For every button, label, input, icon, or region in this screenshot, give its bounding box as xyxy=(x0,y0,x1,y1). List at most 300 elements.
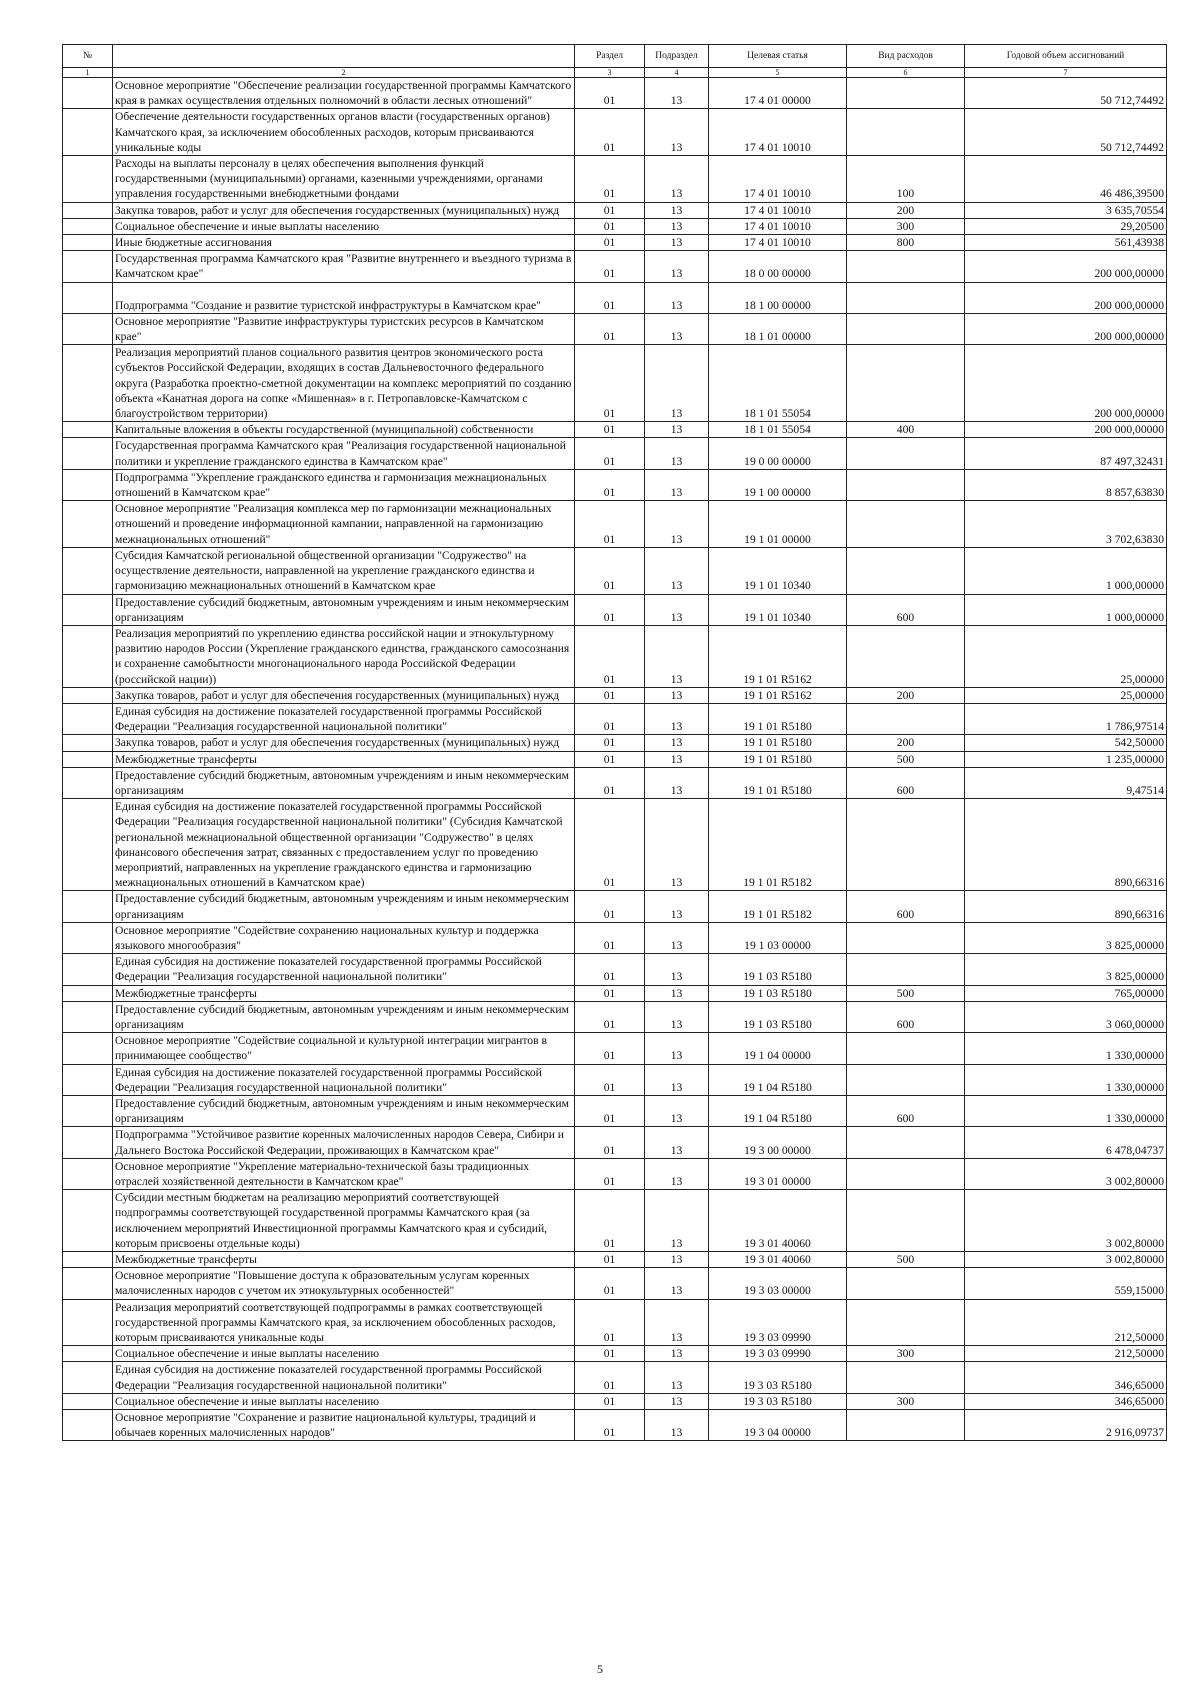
row-name-cell: Предоставление субсидий бюджетным, автономным учреждениям и иным некоммерческим организациям xyxy=(113,891,575,922)
row-name-cell: Реализация мероприятий планов социального развития центров экономического роста субъектов Российской Федерации, входящих в состав Дальневосточного федерального округа (Разработка проектно-сметной документации на комплекс мероприятий по созданию объекта «Канатная дорога на сопке «Мишенная» в г. Петропавловске-Камчатском с благоустройством территории) xyxy=(113,345,575,422)
row-target-article-cell: 19 1 01 R5180 xyxy=(709,735,847,751)
row-name-cell: Государственная программа Камчатского края "Развитие внутреннего и въездного туризма в Камчатском крае" xyxy=(113,251,575,282)
row-podrazdel-cell: 13 xyxy=(645,501,709,548)
table-body xyxy=(63,78,1167,1441)
row-target-article-cell: 18 1 01 00000 xyxy=(709,313,847,344)
row-amount-cell: 200 000,00000 xyxy=(965,313,1167,344)
row-razdel-cell: 01 xyxy=(575,235,645,251)
row-target-article-cell: 17 4 01 10010 xyxy=(709,202,847,218)
table-row xyxy=(63,1393,1167,1409)
row-number-cell xyxy=(63,1410,113,1441)
row-number-cell xyxy=(63,891,113,922)
row-number-cell xyxy=(63,438,113,469)
row-expense-type-cell xyxy=(847,547,965,594)
row-amount-cell: 25,00000 xyxy=(965,625,1167,687)
row-number-cell xyxy=(63,313,113,344)
header-index: 7 xyxy=(965,68,1167,78)
header-name xyxy=(113,45,575,68)
row-target-article-cell: 19 1 01 R5180 xyxy=(709,751,847,767)
table-row xyxy=(63,703,1167,734)
row-razdel-cell: 01 xyxy=(575,345,645,422)
row-expense-type-cell: 500 xyxy=(847,985,965,1001)
row-podrazdel-cell: 13 xyxy=(645,235,709,251)
row-expense-type-cell xyxy=(847,799,965,891)
table-row xyxy=(63,1268,1167,1299)
row-name-cell: Субсидии местным бюджетам на реализацию мероприятий соответствующей подпрограммы соответствующей государственной программы Камчатского края (за исключением мероприятий Инвестиционной программы Камчатского края и субсидий, которым присвоены отдельные коды) xyxy=(113,1190,575,1252)
row-number-cell xyxy=(63,922,113,953)
table-row xyxy=(63,282,1167,313)
row-target-article-cell: 19 1 04 00000 xyxy=(709,1033,847,1064)
row-name-cell: Капитальные вложения в объекты государственной (муниципальной) собственности xyxy=(113,422,575,438)
table-row xyxy=(63,313,1167,344)
row-razdel-cell: 01 xyxy=(575,687,645,703)
row-razdel-cell: 01 xyxy=(575,469,645,500)
row-number-cell xyxy=(63,1252,113,1268)
row-amount-cell: 3 635,70554 xyxy=(965,202,1167,218)
header-target-article: Целевая статья xyxy=(709,45,847,68)
table-row xyxy=(63,985,1167,1001)
header-expense-type: Вид расходов xyxy=(847,45,965,68)
row-name-cell: Социальное обеспечение и иные выплаты населению xyxy=(113,218,575,234)
row-razdel-cell: 01 xyxy=(575,218,645,234)
table-row xyxy=(63,202,1167,218)
row-podrazdel-cell: 13 xyxy=(645,202,709,218)
row-expense-type-cell xyxy=(847,625,965,687)
row-target-article-cell: 19 1 04 R5180 xyxy=(709,1096,847,1127)
row-expense-type-cell xyxy=(847,1127,965,1158)
row-name-cell: Подпрограмма "Укрепление гражданского единства и гармонизация межнациональных отношений в Камчатском крае" xyxy=(113,469,575,500)
row-razdel-cell: 01 xyxy=(575,922,645,953)
row-amount-cell: 1 000,00000 xyxy=(965,594,1167,625)
row-target-article-cell: 19 1 01 00000 xyxy=(709,501,847,548)
row-name-cell: Подпрограмма "Устойчивое развитие коренных малочисленных народов Севера, Сибири и Дальнего Востока Российской Федерации, проживающих в Камчатском крае" xyxy=(113,1127,575,1158)
row-podrazdel-cell: 13 xyxy=(645,1158,709,1189)
table-header xyxy=(63,45,1167,78)
row-amount-cell: 25,00000 xyxy=(965,687,1167,703)
table-row xyxy=(63,1158,1167,1189)
row-target-article-cell: 19 1 01 R5180 xyxy=(709,703,847,734)
row-podrazdel-cell: 13 xyxy=(645,313,709,344)
row-name-cell: Иные бюджетные ассигнования xyxy=(113,235,575,251)
row-razdel-cell: 01 xyxy=(575,422,645,438)
row-podrazdel-cell: 13 xyxy=(645,1346,709,1362)
table-row xyxy=(63,799,1167,891)
row-podrazdel-cell: 13 xyxy=(645,751,709,767)
row-amount-cell: 6 478,04737 xyxy=(965,1127,1167,1158)
row-amount-cell: 1 330,00000 xyxy=(965,1064,1167,1095)
row-podrazdel-cell: 13 xyxy=(645,1410,709,1441)
row-number-cell xyxy=(63,1346,113,1362)
row-amount-cell: 1 330,00000 xyxy=(965,1096,1167,1127)
table-row xyxy=(63,751,1167,767)
row-podrazdel-cell: 13 xyxy=(645,422,709,438)
table-row xyxy=(63,438,1167,469)
row-expense-type-cell xyxy=(847,1299,965,1346)
row-name-cell: Предоставление субсидий бюджетным, автономным учреждениям и иным некоммерческим организациям xyxy=(113,594,575,625)
row-razdel-cell: 01 xyxy=(575,985,645,1001)
row-expense-type-cell: 500 xyxy=(847,751,965,767)
row-target-article-cell: 19 1 01 10340 xyxy=(709,594,847,625)
row-target-article-cell: 19 1 01 R5162 xyxy=(709,625,847,687)
row-target-article-cell: 17 4 01 00000 xyxy=(709,78,847,109)
row-name-cell: Основное мероприятие "Повышение доступа к образовательным услугам коренных малочисленных народов с учетом их этнокультурных особенностей" xyxy=(113,1268,575,1299)
row-amount-cell: 212,50000 xyxy=(965,1299,1167,1346)
row-name-cell: Предоставление субсидий бюджетным, автономным учреждениям и иным некоммерческим организациям xyxy=(113,1096,575,1127)
row-razdel-cell: 01 xyxy=(575,594,645,625)
row-expense-type-cell xyxy=(847,282,965,313)
row-amount-cell: 765,00000 xyxy=(965,985,1167,1001)
table-row xyxy=(63,235,1167,251)
row-target-article-cell: 19 1 01 10340 xyxy=(709,547,847,594)
row-amount-cell: 3 002,80000 xyxy=(965,1190,1167,1252)
row-name-cell: Реализация мероприятий по укреплению единства российской нации и этнокультурному развитию народов России (Укрепление гражданского единства, гражданского самосознания и сохранение самобытности многонационального народа Российской Федерации (российской нации)) xyxy=(113,625,575,687)
table-row xyxy=(63,625,1167,687)
row-target-article-cell: 19 0 00 00000 xyxy=(709,438,847,469)
row-razdel-cell: 01 xyxy=(575,78,645,109)
header-index: 5 xyxy=(709,68,847,78)
row-target-article-cell: 18 0 00 00000 xyxy=(709,251,847,282)
table-row xyxy=(63,735,1167,751)
row-expense-type-cell xyxy=(847,1268,965,1299)
row-expense-type-cell: 300 xyxy=(847,1393,965,1409)
row-podrazdel-cell: 13 xyxy=(645,891,709,922)
row-expense-type-cell xyxy=(847,109,965,156)
row-expense-type-cell xyxy=(847,1158,965,1189)
row-razdel-cell: 01 xyxy=(575,1158,645,1189)
header-index: 2 xyxy=(113,68,575,78)
row-razdel-cell: 01 xyxy=(575,767,645,798)
row-amount-cell: 8 857,63830 xyxy=(965,469,1167,500)
row-amount-cell: 46 486,39500 xyxy=(965,156,1167,203)
row-podrazdel-cell: 13 xyxy=(645,1252,709,1268)
table-row xyxy=(63,469,1167,500)
row-number-cell xyxy=(63,251,113,282)
row-expense-type-cell xyxy=(847,954,965,985)
row-razdel-cell: 01 xyxy=(575,282,645,313)
row-razdel-cell: 01 xyxy=(575,202,645,218)
row-name-cell: Межбюджетные трансферты xyxy=(113,751,575,767)
row-name-cell: Основное мероприятие "Содействие социальной и культурной интеграции мигрантов в принимающее сообщество" xyxy=(113,1033,575,1064)
row-expense-type-cell: 600 xyxy=(847,767,965,798)
row-amount-cell: 542,50000 xyxy=(965,735,1167,751)
header-annual-amount: Годовой объем ассигнований xyxy=(965,45,1167,68)
row-podrazdel-cell: 13 xyxy=(645,703,709,734)
row-amount-cell: 1 330,00000 xyxy=(965,1033,1167,1064)
row-podrazdel-cell: 13 xyxy=(645,1190,709,1252)
row-target-article-cell: 19 1 03 R5180 xyxy=(709,1001,847,1032)
row-name-cell: Межбюджетные трансферты xyxy=(113,1252,575,1268)
row-number-cell xyxy=(63,202,113,218)
row-amount-cell: 87 497,32431 xyxy=(965,438,1167,469)
row-podrazdel-cell: 13 xyxy=(645,282,709,313)
row-expense-type-cell xyxy=(847,1033,965,1064)
row-podrazdel-cell: 13 xyxy=(645,1127,709,1158)
row-razdel-cell: 01 xyxy=(575,251,645,282)
row-razdel-cell: 01 xyxy=(575,1299,645,1346)
row-target-article-cell: 19 1 04 R5180 xyxy=(709,1064,847,1095)
table-row xyxy=(63,594,1167,625)
row-razdel-cell: 01 xyxy=(575,954,645,985)
row-name-cell: Закупка товаров, работ и услуг для обеспечения государственных (муниципальных) нужд xyxy=(113,735,575,751)
row-target-article-cell: 19 3 03 R5180 xyxy=(709,1393,847,1409)
row-amount-cell: 561,43938 xyxy=(965,235,1167,251)
header-index: 1 xyxy=(63,68,113,78)
table-row xyxy=(63,156,1167,203)
row-razdel-cell: 01 xyxy=(575,1033,645,1064)
row-amount-cell: 890,66316 xyxy=(965,799,1167,891)
row-amount-cell: 3 002,80000 xyxy=(965,1158,1167,1189)
row-target-article-cell: 19 1 01 R5180 xyxy=(709,767,847,798)
row-podrazdel-cell: 13 xyxy=(645,687,709,703)
row-number-cell xyxy=(63,547,113,594)
row-podrazdel-cell: 13 xyxy=(645,1033,709,1064)
row-amount-cell: 3 825,00000 xyxy=(965,954,1167,985)
row-number-cell xyxy=(63,109,113,156)
row-expense-type-cell: 200 xyxy=(847,687,965,703)
header-razdel: Раздел xyxy=(575,45,645,68)
row-number-cell xyxy=(63,735,113,751)
table-row xyxy=(63,1001,1167,1032)
row-podrazdel-cell: 13 xyxy=(645,799,709,891)
row-podrazdel-cell: 13 xyxy=(645,78,709,109)
row-number-cell xyxy=(63,985,113,1001)
row-target-article-cell: 18 1 01 55054 xyxy=(709,422,847,438)
table-row xyxy=(63,891,1167,922)
row-name-cell: Основное мероприятие "Укрепление материально-технической базы традиционных отраслей хозяйственной деятельности в Камчатском крае" xyxy=(113,1158,575,1189)
row-expense-type-cell xyxy=(847,313,965,344)
row-target-article-cell: 19 1 01 R5182 xyxy=(709,799,847,891)
row-podrazdel-cell: 13 xyxy=(645,625,709,687)
row-number-cell xyxy=(63,78,113,109)
row-amount-cell: 346,65000 xyxy=(965,1362,1167,1393)
row-amount-cell: 212,50000 xyxy=(965,1346,1167,1362)
row-expense-type-cell xyxy=(847,1362,965,1393)
row-expense-type-cell xyxy=(847,501,965,548)
row-number-cell xyxy=(63,1268,113,1299)
table-row xyxy=(63,501,1167,548)
row-razdel-cell: 01 xyxy=(575,1252,645,1268)
row-expense-type-cell: 600 xyxy=(847,891,965,922)
row-number-cell xyxy=(63,1362,113,1393)
row-target-article-cell: 19 1 01 R5182 xyxy=(709,891,847,922)
row-number-cell xyxy=(63,799,113,891)
row-razdel-cell: 01 xyxy=(575,1410,645,1441)
header-number: № xyxy=(63,45,113,68)
row-expense-type-cell: 600 xyxy=(847,594,965,625)
row-amount-cell: 890,66316 xyxy=(965,891,1167,922)
row-razdel-cell: 01 xyxy=(575,1362,645,1393)
row-number-cell xyxy=(63,1033,113,1064)
row-name-cell: Предоставление субсидий бюджетным, автономным учреждениям и иным некоммерческим организациям xyxy=(113,767,575,798)
row-podrazdel-cell: 13 xyxy=(645,251,709,282)
row-podrazdel-cell: 13 xyxy=(645,767,709,798)
row-number-cell xyxy=(63,767,113,798)
row-amount-cell: 3 002,80000 xyxy=(965,1252,1167,1268)
row-razdel-cell: 01 xyxy=(575,1001,645,1032)
row-number-cell xyxy=(63,1299,113,1346)
row-number-cell xyxy=(63,345,113,422)
row-razdel-cell: 01 xyxy=(575,751,645,767)
table-row xyxy=(63,251,1167,282)
row-number-cell xyxy=(63,1064,113,1095)
header-index: 6 xyxy=(847,68,965,78)
row-podrazdel-cell: 13 xyxy=(645,156,709,203)
row-expense-type-cell: 300 xyxy=(847,218,965,234)
table-row xyxy=(63,1252,1167,1268)
table-row xyxy=(63,109,1167,156)
row-amount-cell: 1 000,00000 xyxy=(965,547,1167,594)
row-razdel-cell: 01 xyxy=(575,703,645,734)
row-number-cell xyxy=(63,954,113,985)
row-target-article-cell: 19 3 03 09990 xyxy=(709,1299,847,1346)
row-razdel-cell: 01 xyxy=(575,799,645,891)
row-expense-type-cell xyxy=(847,251,965,282)
row-name-cell: Закупка товаров, работ и услуг для обеспечения государственных (муниципальных) нужд xyxy=(113,202,575,218)
row-expense-type-cell xyxy=(847,703,965,734)
row-number-cell xyxy=(63,1096,113,1127)
row-expense-type-cell: 800 xyxy=(847,235,965,251)
row-number-cell xyxy=(63,1190,113,1252)
row-razdel-cell: 01 xyxy=(575,1127,645,1158)
row-name-cell: Основное мероприятие "Реализация комплекса мер по гармонизации межнациональных отношений и проведение информационной кампании, направленной на гармонизацию межнациональных отношений" xyxy=(113,501,575,548)
row-podrazdel-cell: 13 xyxy=(645,1393,709,1409)
row-number-cell xyxy=(63,501,113,548)
row-target-article-cell: 18 1 00 00000 xyxy=(709,282,847,313)
row-podrazdel-cell: 13 xyxy=(645,594,709,625)
row-amount-cell: 50 712,74492 xyxy=(965,109,1167,156)
row-target-article-cell: 19 1 00 00000 xyxy=(709,469,847,500)
table-row xyxy=(63,345,1167,422)
row-target-article-cell: 19 3 01 00000 xyxy=(709,1158,847,1189)
row-amount-cell: 3 702,63830 xyxy=(965,501,1167,548)
row-target-article-cell: 17 4 01 10010 xyxy=(709,235,847,251)
table-row xyxy=(63,687,1167,703)
budget-table-container xyxy=(62,44,1166,1441)
row-target-article-cell: 19 1 01 R5162 xyxy=(709,687,847,703)
row-razdel-cell: 01 xyxy=(575,547,645,594)
row-name-cell: Расходы на выплаты персоналу в целях обеспечения выполнения функций государственными (муниципальными) органами, казенными учреждениями, органами управления государственными внебюджетными фондами xyxy=(113,156,575,203)
row-number-cell xyxy=(63,1001,113,1032)
row-number-cell xyxy=(63,218,113,234)
row-name-cell: Обеспечение деятельности государственных органов власти (государственных органов) Камчатского края, за исключением обособленных расходов, которым присваиваются уникальные коды xyxy=(113,109,575,156)
table-row xyxy=(63,1033,1167,1064)
row-amount-cell: 3 825,00000 xyxy=(965,922,1167,953)
row-number-cell xyxy=(63,1127,113,1158)
row-name-cell: Единая субсидия на достижение показателей государственной программы Российской Федерации "Реализация государственной национальной политики" xyxy=(113,1362,575,1393)
row-razdel-cell: 01 xyxy=(575,1096,645,1127)
header-index: 3 xyxy=(575,68,645,78)
row-amount-cell: 559,15000 xyxy=(965,1268,1167,1299)
row-expense-type-cell: 100 xyxy=(847,156,965,203)
row-razdel-cell: 01 xyxy=(575,1190,645,1252)
row-target-article-cell: 19 3 01 40060 xyxy=(709,1252,847,1268)
row-expense-type-cell: 300 xyxy=(847,1346,965,1362)
row-target-article-cell: 19 3 00 00000 xyxy=(709,1127,847,1158)
row-name-cell: Подпрограмма "Создание и развитие туристской инфраструктуры в Камчатском крае" xyxy=(113,282,575,313)
row-number-cell xyxy=(63,156,113,203)
row-name-cell: Закупка товаров, работ и услуг для обеспечения государственных (муниципальных) нужд xyxy=(113,687,575,703)
row-amount-cell: 2 916,09737 xyxy=(965,1410,1167,1441)
row-name-cell: Межбюджетные трансферты xyxy=(113,985,575,1001)
row-amount-cell: 200 000,00000 xyxy=(965,251,1167,282)
row-number-cell xyxy=(63,1393,113,1409)
row-name-cell: Основное мероприятие "Обеспечение реализации государственной программы Камчатского края в рамках осуществления отдельных полномочий в области лесных отношений" xyxy=(113,78,575,109)
row-name-cell: Единая субсидия на достижение показателей государственной программы Российской Федерации "Реализация государственной национальной политики" xyxy=(113,954,575,985)
row-podrazdel-cell: 13 xyxy=(645,954,709,985)
row-target-article-cell: 17 4 01 10010 xyxy=(709,156,847,203)
row-podrazdel-cell: 13 xyxy=(645,345,709,422)
table-row xyxy=(63,1096,1167,1127)
row-amount-cell: 3 060,00000 xyxy=(965,1001,1167,1032)
row-number-cell xyxy=(63,1158,113,1189)
row-expense-type-cell xyxy=(847,78,965,109)
row-razdel-cell: 01 xyxy=(575,625,645,687)
table-row xyxy=(63,1190,1167,1252)
row-name-cell: Единая субсидия на достижение показателей государственной программы Российской Федерации "Реализация государственной национальной политики" xyxy=(113,703,575,734)
row-podrazdel-cell: 13 xyxy=(645,1268,709,1299)
row-razdel-cell: 01 xyxy=(575,501,645,548)
row-podrazdel-cell: 13 xyxy=(645,1096,709,1127)
row-target-article-cell: 19 3 04 00000 xyxy=(709,1410,847,1441)
row-name-cell: Основное мероприятие "Развитие инфраструктуры туристских ресурсов в Камчатском крае" xyxy=(113,313,575,344)
row-podrazdel-cell: 13 xyxy=(645,922,709,953)
row-expense-type-cell: 200 xyxy=(847,735,965,751)
row-amount-cell: 50 712,74492 xyxy=(965,78,1167,109)
row-expense-type-cell: 600 xyxy=(847,1096,965,1127)
row-number-cell xyxy=(63,235,113,251)
row-razdel-cell: 01 xyxy=(575,891,645,922)
table-row xyxy=(63,1299,1167,1346)
row-target-article-cell: 19 3 01 40060 xyxy=(709,1190,847,1252)
row-razdel-cell: 01 xyxy=(575,313,645,344)
row-target-article-cell: 19 3 03 R5180 xyxy=(709,1362,847,1393)
row-number-cell xyxy=(63,594,113,625)
table-row xyxy=(63,767,1167,798)
page-number: 5 xyxy=(597,1662,603,1676)
row-expense-type-cell xyxy=(847,469,965,500)
table-row xyxy=(63,547,1167,594)
row-podrazdel-cell: 13 xyxy=(645,547,709,594)
row-razdel-cell: 01 xyxy=(575,109,645,156)
row-amount-cell: 9,47514 xyxy=(965,767,1167,798)
row-expense-type-cell: 200 xyxy=(847,202,965,218)
row-name-cell: Предоставление субсидий бюджетным, автономным учреждениям и иным некоммерческим организациям xyxy=(113,1001,575,1032)
row-name-cell: Единая субсидия на достижение показателей государственной программы Российской Федерации "Реализация государственной национальной политики" xyxy=(113,1064,575,1095)
row-expense-type-cell xyxy=(847,922,965,953)
row-razdel-cell: 01 xyxy=(575,735,645,751)
row-name-cell: Социальное обеспечение и иные выплаты населению xyxy=(113,1346,575,1362)
row-amount-cell: 200 000,00000 xyxy=(965,282,1167,313)
row-podrazdel-cell: 13 xyxy=(645,1362,709,1393)
row-podrazdel-cell: 13 xyxy=(645,1001,709,1032)
header-podrazdel: Подраздел xyxy=(645,45,709,68)
table-row xyxy=(63,218,1167,234)
budget-table xyxy=(62,44,1167,1441)
row-target-article-cell: 18 1 01 55054 xyxy=(709,345,847,422)
row-expense-type-cell xyxy=(847,345,965,422)
table-row xyxy=(63,1064,1167,1095)
row-expense-type-cell xyxy=(847,1190,965,1252)
row-razdel-cell: 01 xyxy=(575,1268,645,1299)
table-row xyxy=(63,1410,1167,1441)
table-row xyxy=(63,1362,1167,1393)
row-amount-cell: 1 786,97514 xyxy=(965,703,1167,734)
row-amount-cell: 1 235,00000 xyxy=(965,751,1167,767)
row-number-cell xyxy=(63,751,113,767)
row-expense-type-cell xyxy=(847,1064,965,1095)
row-number-cell xyxy=(63,422,113,438)
table-row xyxy=(63,422,1167,438)
